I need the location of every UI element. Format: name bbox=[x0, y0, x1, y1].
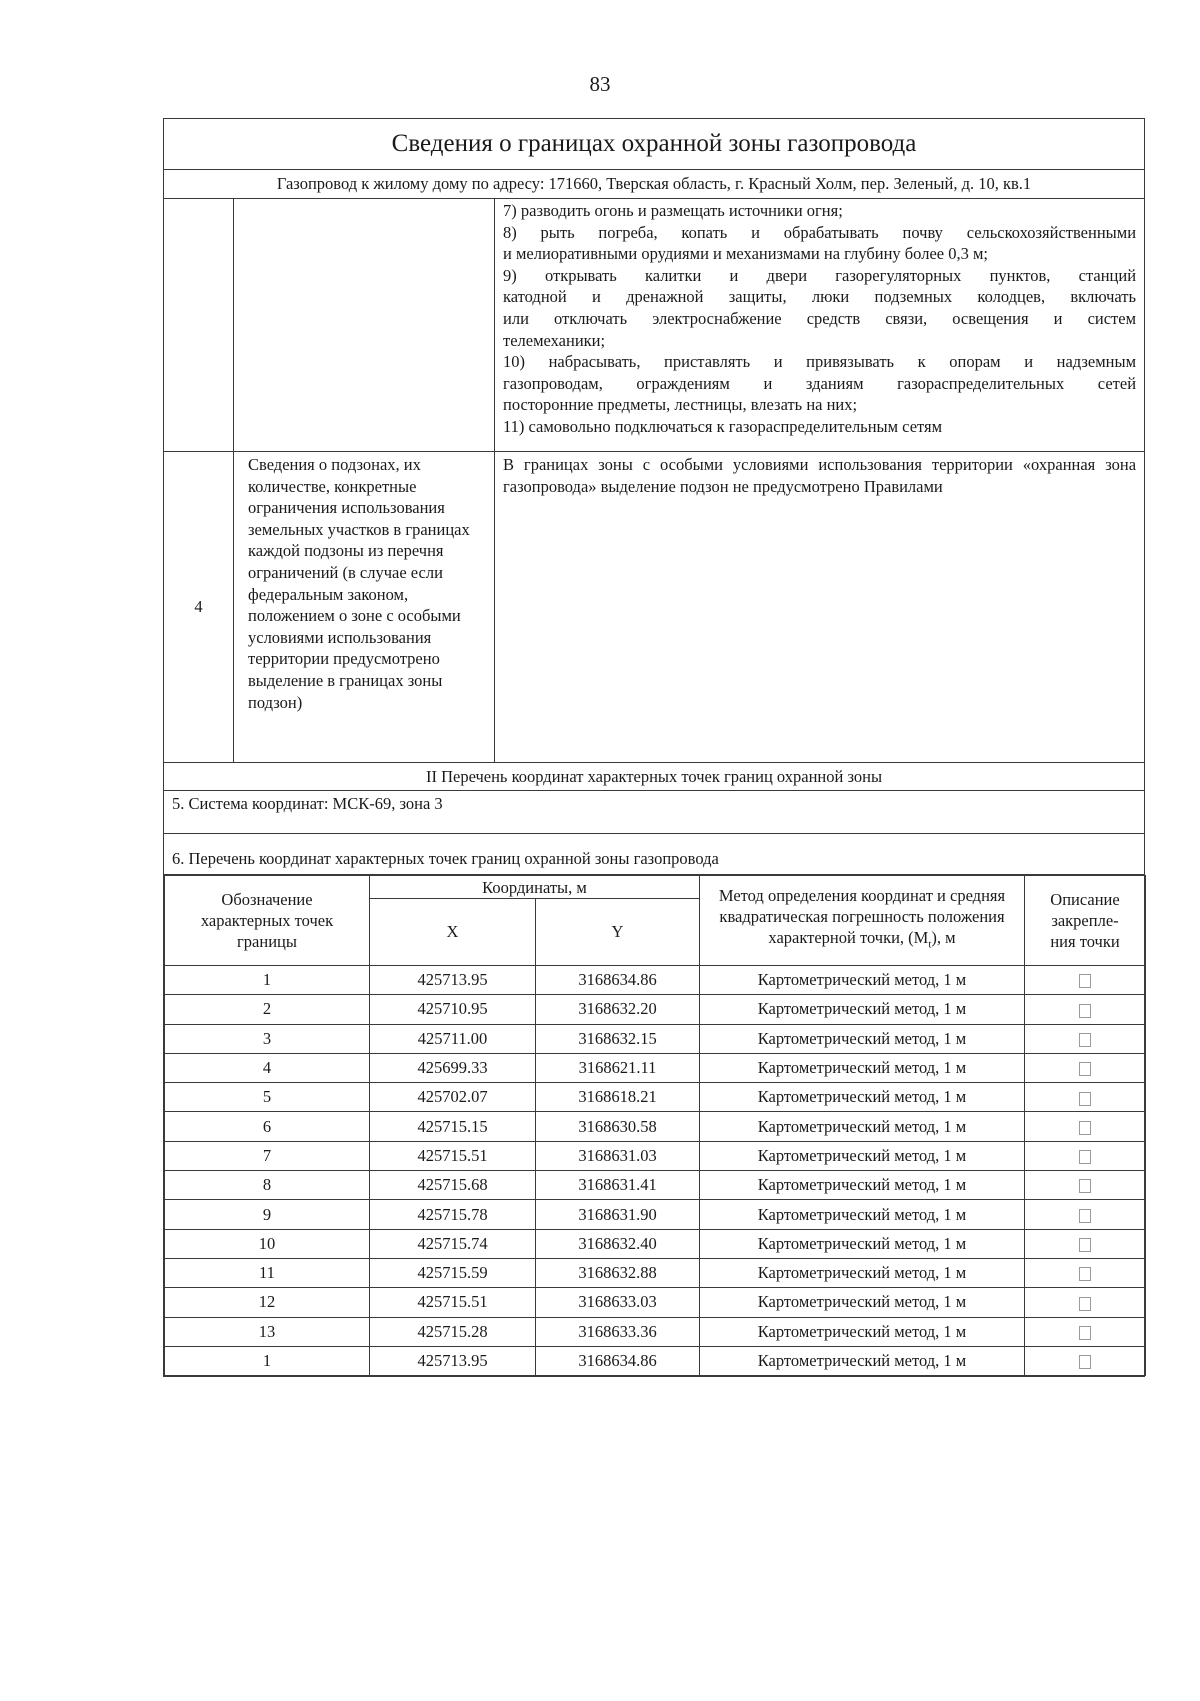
y-cell: 3168631.41 bbox=[536, 1171, 700, 1200]
point-cell: 5 bbox=[165, 1083, 370, 1112]
point-cell: 4 bbox=[165, 1053, 370, 1082]
y-cell: 3168634.86 bbox=[536, 966, 700, 995]
empty-box-icon bbox=[1079, 1179, 1091, 1193]
table-row bbox=[165, 1083, 1146, 1112]
coords-wrap bbox=[164, 875, 1145, 1377]
desc-cell bbox=[1025, 1112, 1146, 1141]
empty-box-icon bbox=[1079, 1121, 1091, 1135]
point-cell: 6 bbox=[165, 1112, 370, 1141]
restrictions-list bbox=[495, 199, 1145, 452]
restriction-line: или отключать электроснабжение средств связи, освещения и систем bbox=[503, 308, 1137, 328]
x-cell: 425713.95 bbox=[370, 1346, 536, 1375]
method-cell: Картометрический метод, 1 м bbox=[700, 1200, 1025, 1229]
point-cell: 12 bbox=[165, 1288, 370, 1317]
restriction-line: посторонние предметы, лестницы, влезать на них; bbox=[503, 395, 858, 415]
y-cell: 3168632.20 bbox=[536, 995, 700, 1024]
desc-cell bbox=[1025, 1258, 1146, 1287]
table-row bbox=[165, 1024, 1146, 1053]
empty-num-cell bbox=[164, 199, 234, 452]
empty-box-icon bbox=[1079, 1150, 1091, 1164]
empty-box-icon bbox=[1079, 1004, 1091, 1018]
method-cell: Картометрический метод, 1 м bbox=[700, 1288, 1025, 1317]
col-method-header bbox=[700, 876, 1025, 966]
method-cell: Картометрический метод, 1 м bbox=[700, 1112, 1025, 1141]
desc-cell bbox=[1025, 1288, 1146, 1317]
x-cell: 425699.33 bbox=[370, 1053, 536, 1082]
subzone-label: Сведения о подзонах, их количестве, конкретные ограничения использования земельных участков в границах каждой подзоны из перечня ограничений (в случае если федеральным законом, положением о зоне с особыми условиями использования территории предусмотрено выделение в границах зоны подзон) bbox=[234, 452, 495, 763]
table-row bbox=[165, 1112, 1146, 1141]
y-cell: 3168630.58 bbox=[536, 1112, 700, 1141]
coord-system: 5. Система координат: МСК-69, зона 3 bbox=[164, 791, 1145, 834]
point-cell: 7 bbox=[165, 1141, 370, 1170]
empty-label-cell bbox=[234, 199, 495, 452]
table-row bbox=[165, 1346, 1146, 1375]
x-cell: 425715.68 bbox=[370, 1171, 536, 1200]
method-header-sub: t bbox=[928, 938, 932, 951]
table-row bbox=[165, 995, 1146, 1024]
y-cell: 3168631.90 bbox=[536, 1200, 700, 1229]
row-number: 4 bbox=[164, 452, 234, 763]
empty-box-icon bbox=[1079, 1267, 1091, 1281]
x-cell: 425715.51 bbox=[370, 1288, 536, 1317]
desc-cell bbox=[1025, 995, 1146, 1024]
point-cell: 13 bbox=[165, 1317, 370, 1346]
x-cell: 425713.95 bbox=[370, 966, 536, 995]
method-cell: Картометрический метод, 1 м bbox=[700, 1258, 1025, 1287]
desc-cell bbox=[1025, 1083, 1146, 1112]
method-cell: Картометрический метод, 1 м bbox=[700, 995, 1025, 1024]
method-header-text: Метод определения координат и средняя квадратическая погрешность положения характерной точки, (M bbox=[718, 886, 1006, 948]
point-cell: 11 bbox=[165, 1258, 370, 1287]
method-cell: Картометрический метод, 1 м bbox=[700, 1317, 1025, 1346]
x-cell: 425715.28 bbox=[370, 1317, 536, 1346]
empty-box-icon bbox=[1079, 1238, 1091, 1252]
desc-cell bbox=[1025, 966, 1146, 995]
page-number: 83 bbox=[589, 72, 611, 96]
table-row bbox=[165, 1200, 1146, 1229]
desc-cell bbox=[1025, 1024, 1146, 1053]
method-cell: Картометрический метод, 1 м bbox=[700, 1141, 1025, 1170]
restriction-line: 10) набрасывать, приставлять и привязывать к опорам и надземным bbox=[503, 352, 1137, 372]
y-cell: 3168632.40 bbox=[536, 1229, 700, 1258]
restriction-line: газопроводам, ограждениям и зданиям газораспределительных сетей bbox=[503, 373, 1137, 393]
table-row bbox=[165, 1288, 1146, 1317]
desc-cell bbox=[1025, 1200, 1146, 1229]
desc-cell bbox=[1025, 1053, 1146, 1082]
y-cell: 3168631.03 bbox=[536, 1141, 700, 1170]
table-row bbox=[165, 1171, 1146, 1200]
x-cell: 425715.51 bbox=[370, 1141, 536, 1170]
desc-cell bbox=[1025, 1317, 1146, 1346]
table-row bbox=[165, 1141, 1146, 1170]
empty-box-icon bbox=[1079, 1297, 1091, 1311]
desc-cell bbox=[1025, 1229, 1146, 1258]
y-cell: 3168633.36 bbox=[536, 1317, 700, 1346]
empty-box-icon bbox=[1079, 1062, 1091, 1076]
col-x-header: X bbox=[370, 899, 536, 966]
restriction-line: катодной и дренажной защиты, люки подземных колодцев, включать bbox=[503, 287, 1137, 307]
point-cell: 3 bbox=[165, 1024, 370, 1053]
method-header-end: ), м bbox=[931, 928, 956, 948]
x-cell: 425715.78 bbox=[370, 1200, 536, 1229]
table-row bbox=[165, 1258, 1146, 1287]
empty-box-icon bbox=[1079, 1033, 1091, 1047]
restriction-line: 11) самовольно подключаться к газораспределительным сетям bbox=[503, 416, 943, 436]
col-y-header: Y bbox=[536, 899, 700, 966]
y-cell: 3168634.86 bbox=[536, 1346, 700, 1375]
point-cell: 2 bbox=[165, 995, 370, 1024]
method-cell: Картометрический метод, 1 м bbox=[700, 1024, 1025, 1053]
restriction-line: и мелиоративными орудиями и механизмами на глубину более 0,3 м; bbox=[503, 244, 988, 264]
restriction-line: 7) разводить огонь и размещать источники огня; bbox=[503, 201, 843, 220]
y-cell: 3168618.21 bbox=[536, 1083, 700, 1112]
coords-body bbox=[165, 966, 1146, 1376]
x-cell: 425702.07 bbox=[370, 1083, 536, 1112]
method-cell: Картометрический метод, 1 м bbox=[700, 1346, 1025, 1375]
x-cell: 425715.59 bbox=[370, 1258, 536, 1287]
section-2-title: II Перечень координат характерных точек границ охранной зоны bbox=[164, 763, 1145, 791]
restriction-line: телемеханики; bbox=[503, 330, 606, 350]
point-cell: 1 bbox=[165, 1346, 370, 1375]
method-cell: Картометрический метод, 1 м bbox=[700, 1083, 1025, 1112]
y-cell: 3168633.03 bbox=[536, 1288, 700, 1317]
x-cell: 425710.95 bbox=[370, 995, 536, 1024]
x-cell: 425715.74 bbox=[370, 1229, 536, 1258]
table-row bbox=[165, 966, 1146, 995]
y-cell: 3168621.11 bbox=[536, 1053, 700, 1082]
coords-table bbox=[164, 875, 1146, 1376]
point-cell: 1 bbox=[165, 966, 370, 995]
method-cell: Картометрический метод, 1 м bbox=[700, 1229, 1025, 1258]
subzone-value: В границах зоны с особыми условиями использования территории «охранная зона газопровода» выделение подзон не предусмотрено Правилами bbox=[495, 452, 1145, 763]
desc-cell bbox=[1025, 1346, 1146, 1375]
desc-cell bbox=[1025, 1141, 1146, 1170]
point-cell: 9 bbox=[165, 1200, 370, 1229]
empty-box-icon bbox=[1079, 974, 1091, 988]
col-desc-header: Описание закрепле-ния точки bbox=[1025, 876, 1146, 966]
table-row bbox=[165, 1317, 1146, 1346]
method-cell: Картометрический метод, 1 м bbox=[700, 966, 1025, 995]
x-cell: 425715.15 bbox=[370, 1112, 536, 1141]
desc-cell bbox=[1025, 1171, 1146, 1200]
doc-title: Сведения о границах охранной зоны газопровода bbox=[164, 119, 1145, 170]
point-cell: 10 bbox=[165, 1229, 370, 1258]
method-cell: Картометрический метод, 1 м bbox=[700, 1053, 1025, 1082]
empty-box-icon bbox=[1079, 1209, 1091, 1223]
empty-box-icon bbox=[1079, 1092, 1091, 1106]
col-coords-header: Координаты, м bbox=[370, 876, 700, 899]
y-cell: 3168632.88 bbox=[536, 1258, 700, 1287]
col-point-header: Обозначение характерных точек границы bbox=[165, 876, 370, 966]
pipeline-address: Газопровод к жилому дому по адресу: 171660, Тверская область, г. Красный Холм, пер. Зеленый, д. 10, кв.1 bbox=[164, 170, 1145, 199]
x-cell: 425711.00 bbox=[370, 1024, 536, 1053]
restriction-line: 9) открывать калитки и двери газорегуляторных пунктов, станций bbox=[503, 265, 1137, 285]
method-cell: Картометрический метод, 1 м bbox=[700, 1171, 1025, 1200]
zone-info-table bbox=[163, 118, 1145, 1377]
restriction-line: 8) рыть погреба, копать и обрабатывать почву сельскохозяйственными bbox=[503, 222, 1137, 242]
empty-box-icon bbox=[1079, 1355, 1091, 1369]
table-row bbox=[165, 1229, 1146, 1258]
table-row bbox=[165, 1053, 1146, 1082]
y-cell: 3168632.15 bbox=[536, 1024, 700, 1053]
point-cell: 8 bbox=[165, 1171, 370, 1200]
empty-box-icon bbox=[1079, 1326, 1091, 1340]
coord-list-title: 6. Перечень координат характерных точек границ охранной зоны газопровода bbox=[164, 834, 1145, 875]
